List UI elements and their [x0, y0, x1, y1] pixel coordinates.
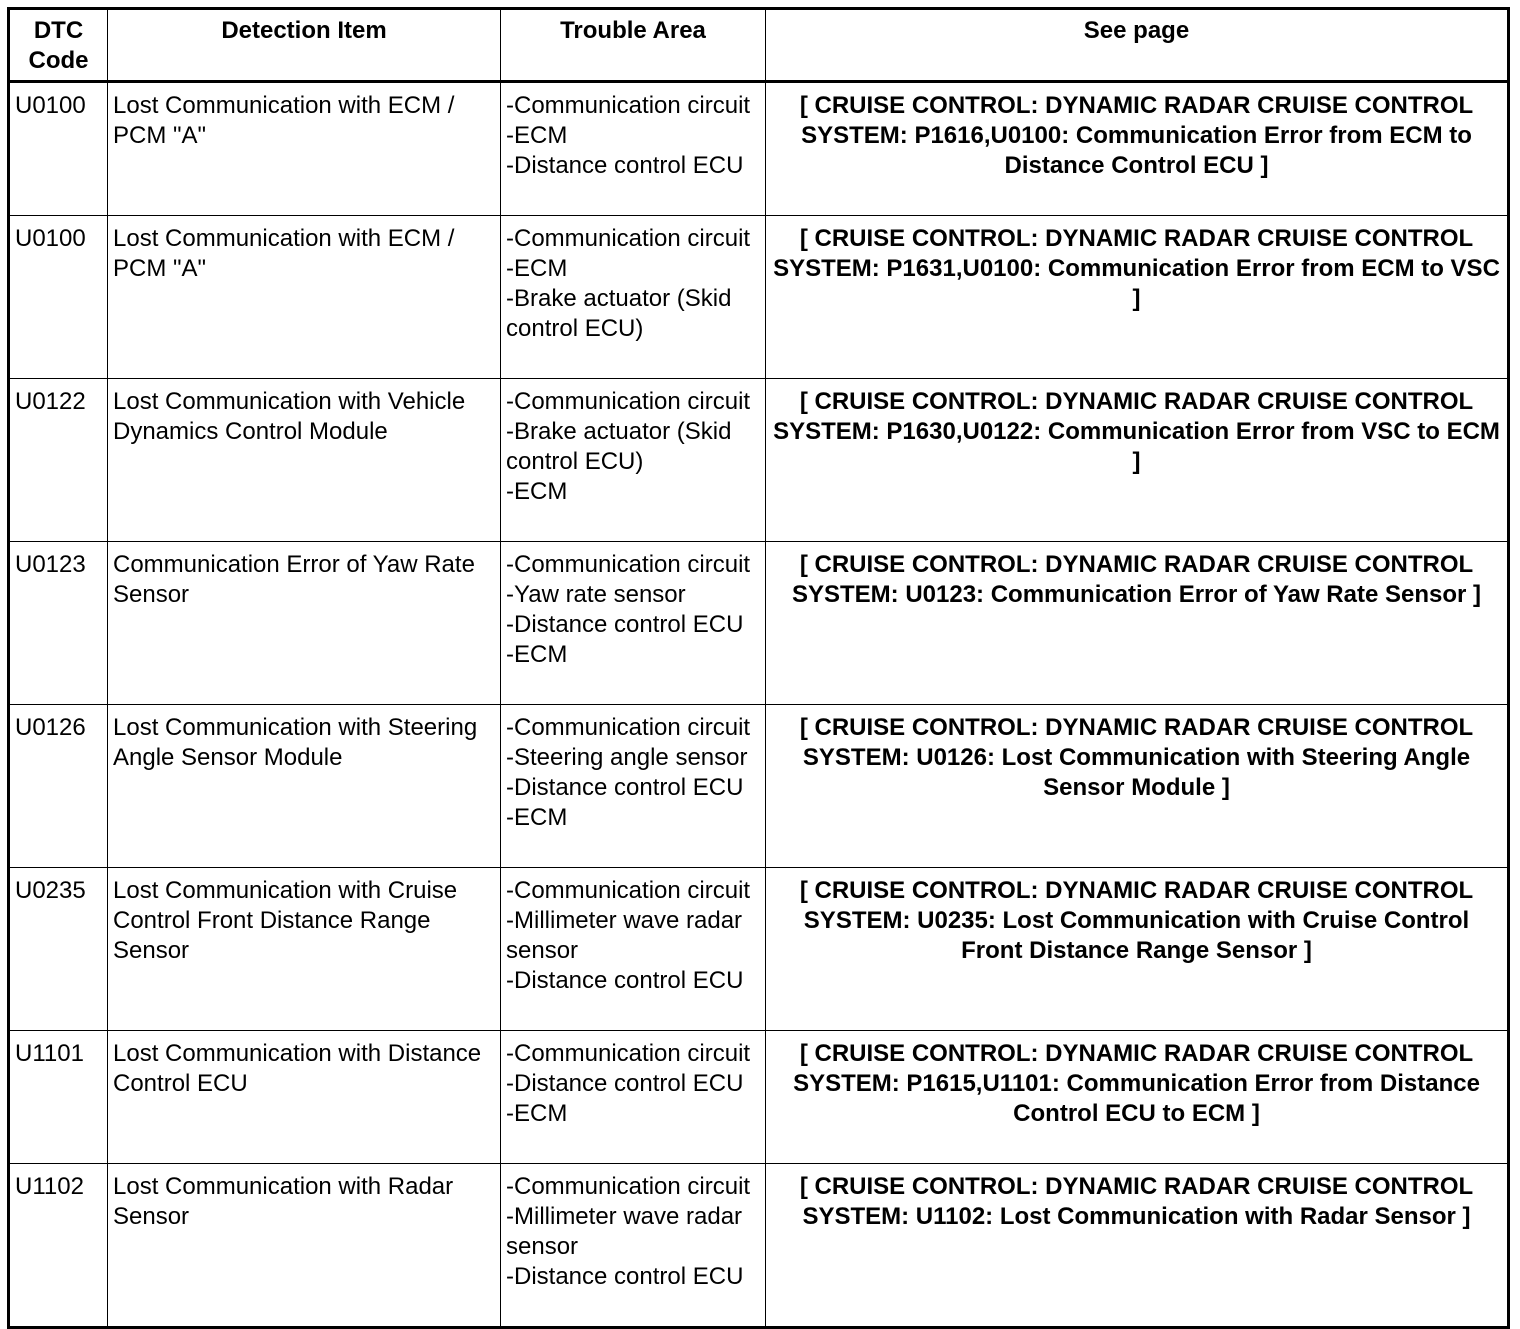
header-dtc-code: DTC Code [9, 9, 108, 82]
table-row [9, 1031, 1509, 1164]
detection-item-cell: Lost Communication with ECM / PCM "A" [108, 82, 501, 216]
table-row [9, 82, 1509, 216]
trouble-area-item: -Yaw rate sensor [506, 581, 686, 608]
trouble-area-item: -Distance control ECU [506, 611, 744, 638]
see-page-link[interactable]: [ CRUISE CONTROL: DYNAMIC RADAR CRUISE CONTROL SYSTEM: P1615,U1101: Communication Error from Distance Control ECU to ECM ] [766, 1031, 1509, 1164]
table-row [9, 868, 1509, 1031]
trouble-area-cell [501, 868, 766, 1031]
trouble-area-item: -Millimeter wave radar sensor [506, 907, 743, 964]
table-header [9, 9, 1509, 82]
header-trouble-area: Trouble Area [501, 9, 766, 82]
trouble-area-item: -Brake actuator (Skid control ECU) [506, 285, 732, 342]
trouble-area-item: -Communication circuit [506, 551, 751, 578]
dtc-code-cell: U0126 [9, 705, 108, 868]
see-page-link[interactable]: [ CRUISE CONTROL: DYNAMIC RADAR CRUISE CONTROL SYSTEM: U0235: Lost Communication with Cruise Control Front Distance Range Sensor ] [766, 868, 1509, 1031]
dtc-code-cell: U0100 [9, 216, 108, 379]
see-page-link[interactable]: [ CRUISE CONTROL: DYNAMIC RADAR CRUISE CONTROL SYSTEM: U0126: Lost Communication with Steering Angle Sensor Module ] [766, 705, 1509, 868]
dtc-code-cell: U0122 [9, 379, 108, 542]
dtc-code-cell: U1101 [9, 1031, 108, 1164]
see-page-link[interactable]: [ CRUISE CONTROL: DYNAMIC RADAR CRUISE CONTROL SYSTEM: U1102: Lost Communication with Radar Sensor ] [766, 1164, 1509, 1328]
table-row [9, 542, 1509, 705]
trouble-area-item: -Communication circuit [506, 225, 751, 252]
see-page-link[interactable]: [ CRUISE CONTROL: DYNAMIC RADAR CRUISE CONTROL SYSTEM: P1616,U0100: Communication Error from ECM to Distance Control ECU ] [766, 82, 1509, 216]
trouble-area-item: -Distance control ECU [506, 1070, 744, 1097]
trouble-area-cell [501, 379, 766, 542]
detection-item-cell: Lost Communication with Cruise Control Front Distance Range Sensor [108, 868, 501, 1031]
trouble-area-item: -Steering angle sensor [506, 744, 748, 771]
trouble-area-cell [501, 542, 766, 705]
trouble-area-cell [501, 82, 766, 216]
trouble-area-item: -Communication circuit [506, 388, 751, 415]
trouble-area-item: -ECM [506, 804, 568, 831]
dtc-code-cell: U1102 [9, 1164, 108, 1328]
trouble-area-item: -ECM [506, 478, 568, 505]
trouble-area-item: -Communication circuit [506, 714, 751, 741]
trouble-area-cell [501, 1164, 766, 1328]
dtc-table [7, 7, 1510, 1329]
see-page-link[interactable]: [ CRUISE CONTROL: DYNAMIC RADAR CRUISE CONTROL SYSTEM: P1630,U0122: Communication Error from VSC to ECM ] [766, 379, 1509, 542]
trouble-area-item: -Distance control ECU [506, 967, 744, 994]
trouble-area-cell [501, 216, 766, 379]
table-row [9, 705, 1509, 868]
trouble-area-item: -ECM [506, 1100, 568, 1127]
detection-item-cell: Communication Error of Yaw Rate Sensor [108, 542, 501, 705]
dtc-code-cell: U0123 [9, 542, 108, 705]
trouble-area-item: -ECM [506, 255, 568, 282]
detection-item-cell: Lost Communication with Steering Angle Sensor Module [108, 705, 501, 868]
table-row [9, 216, 1509, 379]
trouble-area-cell [501, 1031, 766, 1164]
header-detection-item: Detection Item [108, 9, 501, 82]
see-page-link[interactable]: [ CRUISE CONTROL: DYNAMIC RADAR CRUISE CONTROL SYSTEM: P1631,U0100: Communication Error from ECM to VSC ] [766, 216, 1509, 379]
header-row [9, 9, 1509, 82]
table-row [9, 379, 1509, 542]
detection-item-cell: Lost Communication with Radar Sensor [108, 1164, 501, 1328]
detection-item-cell: Lost Communication with ECM / PCM "A" [108, 216, 501, 379]
trouble-area-item: -Brake actuator (Skid control ECU) [506, 418, 732, 475]
detection-item-cell: Lost Communication with Distance Control ECU [108, 1031, 501, 1164]
header-see-page: See page [766, 9, 1509, 82]
trouble-area-item: -ECM [506, 641, 568, 668]
trouble-area-item: -Distance control ECU [506, 774, 744, 801]
dtc-code-cell: U0235 [9, 868, 108, 1031]
trouble-area-item: -Communication circuit [506, 877, 751, 904]
see-page-link[interactable]: [ CRUISE CONTROL: DYNAMIC RADAR CRUISE CONTROL SYSTEM: U0123: Communication Error of Yaw Rate Sensor ] [766, 542, 1509, 705]
detection-item-cell: Lost Communication with Vehicle Dynamics Control Module [108, 379, 501, 542]
table-row [9, 1164, 1509, 1328]
trouble-area-item: -ECM [506, 122, 568, 149]
trouble-area-item: -Millimeter wave radar sensor [506, 1203, 743, 1260]
table-body [9, 82, 1509, 1328]
trouble-area-item: -Communication circuit [506, 92, 751, 119]
trouble-area-cell [501, 705, 766, 868]
trouble-area-item: -Communication circuit [506, 1040, 751, 1067]
trouble-area-item: -Distance control ECU [506, 152, 744, 179]
trouble-area-item: -Communication circuit [506, 1173, 751, 1200]
dtc-code-cell: U0100 [9, 82, 108, 216]
trouble-area-item: -Distance control ECU [506, 1263, 744, 1290]
